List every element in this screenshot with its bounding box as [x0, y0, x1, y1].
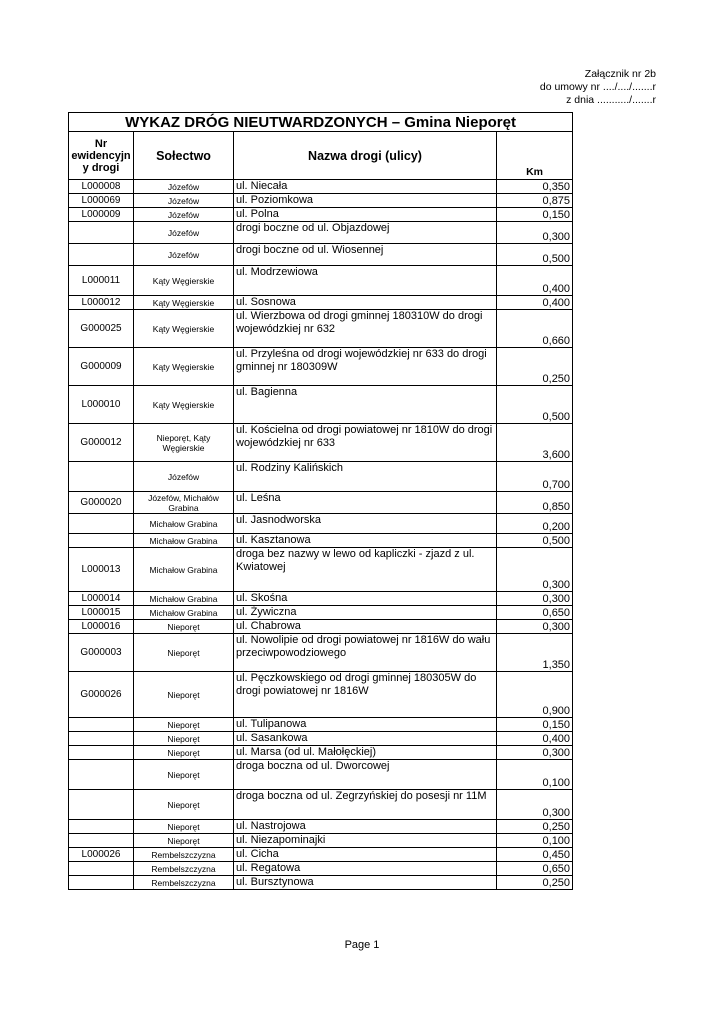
road-name-cell: ul. Kasztanowa: [234, 534, 497, 548]
road-id-cell: [69, 462, 134, 492]
road-id-cell: L000015: [69, 606, 134, 620]
road-name-cell: droga boczna od ul. Zegrzyńskiej do posesji nr 11M: [234, 790, 497, 820]
table-row: [69, 492, 573, 514]
table-row: [69, 296, 573, 310]
road-name-cell: ul. Chabrowa: [234, 620, 497, 634]
length-km-cell: 0,250: [497, 876, 573, 890]
table-row: [69, 462, 573, 492]
road-id-cell: L000026: [69, 848, 134, 862]
length-km-cell: 0,150: [497, 718, 573, 732]
header-nazwa: Nazwa drogi (ulicy): [234, 132, 497, 180]
table-row: [69, 672, 573, 718]
village-cell: Józefów: [134, 244, 234, 266]
road-name-cell: ul. Rodziny Kalińskich: [234, 462, 497, 492]
village-cell: Józefów: [134, 194, 234, 208]
annex-note: [540, 68, 656, 107]
road-id-cell: [69, 834, 134, 848]
road-id-cell: [69, 820, 134, 834]
length-km-cell: 0,500: [497, 534, 573, 548]
village-cell: Michałow Grabina: [134, 514, 234, 534]
road-id-cell: G000003: [69, 634, 134, 672]
road-id-cell: G000020: [69, 492, 134, 514]
table-row: [69, 876, 573, 890]
road-name-cell: ul. Tulipanowa: [234, 718, 497, 732]
table-row: [69, 424, 573, 462]
village-cell: Nieporęt: [134, 718, 234, 732]
length-km-cell: 0,250: [497, 348, 573, 386]
table-row: [69, 514, 573, 534]
road-name-cell: ul. Cicha: [234, 848, 497, 862]
road-id-cell: [69, 790, 134, 820]
village-cell: Michałow Grabina: [134, 606, 234, 620]
length-km-cell: 0,300: [497, 746, 573, 760]
village-cell: Nieporęt, Kąty Węgierskie: [134, 424, 234, 462]
road-id-cell: L000069: [69, 194, 134, 208]
road-name-cell: ul. Nastrojowa: [234, 820, 497, 834]
length-km-cell: 0,660: [497, 310, 573, 348]
header-km: Km: [497, 132, 573, 180]
table-row: [69, 592, 573, 606]
table-row: [69, 208, 573, 222]
road-name-cell: ul. Wierzbowa od drogi gminnej 180310W do drogi wojewódzkiej nr 632: [234, 310, 497, 348]
length-km-cell: 0,500: [497, 386, 573, 424]
road-name-cell: ul. Regatowa: [234, 862, 497, 876]
road-id-cell: L000016: [69, 620, 134, 634]
length-km-cell: 0,650: [497, 862, 573, 876]
header-nr-line-2: ewidencyjn: [71, 149, 131, 162]
road-name-cell: ul. Poziomkowa: [234, 194, 497, 208]
village-cell: Kąty Węgierskie: [134, 266, 234, 296]
road-name-cell: ul. Jasnodworska: [234, 514, 497, 534]
table-row: [69, 244, 573, 266]
village-cell: Nieporęt: [134, 760, 234, 790]
header-nr-line-1: Nr: [94, 137, 108, 150]
table-row: [69, 194, 573, 208]
table-row: [69, 266, 573, 296]
village-cell: Nieporęt: [134, 732, 234, 746]
length-km-cell: 0,875: [497, 194, 573, 208]
road-name-cell: ul. Sasankowa: [234, 732, 497, 746]
road-name-cell: ul. Sosnowa: [234, 296, 497, 310]
road-id-cell: [69, 876, 134, 890]
road-name-cell: droga boczna od ul. Dworcowej: [234, 760, 497, 790]
table-row: [69, 310, 573, 348]
table-row: [69, 348, 573, 386]
table-row: [69, 620, 573, 634]
table-row: [69, 606, 573, 620]
table-row: [69, 180, 573, 194]
header-nr-line-3: y drogi: [82, 161, 120, 174]
roads-table: [68, 112, 573, 890]
road-name-cell: drogi boczne od ul. Wiosennej: [234, 244, 497, 266]
village-cell: Nieporęt: [134, 746, 234, 760]
road-name-cell: ul. Kościelna od drogi powiatowej nr 1810W do drogi wojewódzkiej nr 633: [234, 424, 497, 462]
road-id-cell: L000014: [69, 592, 134, 606]
road-id-cell: [69, 244, 134, 266]
road-name-cell: ul. Przyleśna od drogi wojewódzkiej nr 633 do drogi gminnej nr 180309W: [234, 348, 497, 386]
road-name-cell: ul. Skośna: [234, 592, 497, 606]
road-name-cell: ul. Leśna: [234, 492, 497, 514]
village-cell: Michałow Grabina: [134, 548, 234, 592]
village-cell: Józefów: [134, 222, 234, 244]
length-km-cell: 3,600: [497, 424, 573, 462]
village-cell: Józefów: [134, 180, 234, 194]
table-row: [69, 834, 573, 848]
road-id-cell: G000025: [69, 310, 134, 348]
table-row: [69, 760, 573, 790]
road-id-cell: [69, 514, 134, 534]
village-cell: Józefów: [134, 462, 234, 492]
length-km-cell: 0,400: [497, 732, 573, 746]
length-km-cell: 0,150: [497, 208, 573, 222]
road-name-cell: droga bez nazwy w lewo od kapliczki - zjazd z ul. Kwiatowej: [234, 548, 497, 592]
village-cell: Nieporęt: [134, 820, 234, 834]
road-id-cell: G000012: [69, 424, 134, 462]
road-id-cell: [69, 760, 134, 790]
table-title: WYKAZ DRÓG NIEUTWARDZONYCH – Gmina Nieporęt: [69, 113, 573, 132]
village-cell: Józefów, Michałów Grabina: [134, 492, 234, 514]
length-km-cell: 0,300: [497, 222, 573, 244]
length-km-cell: 0,700: [497, 462, 573, 492]
road-id-cell: L000008: [69, 180, 134, 194]
table-row: [69, 634, 573, 672]
village-cell: Nieporęt: [134, 634, 234, 672]
title-row: [69, 113, 573, 132]
road-name-cell: ul. Żywiczna: [234, 606, 497, 620]
road-id-cell: L000012: [69, 296, 134, 310]
village-cell: Józefów: [134, 208, 234, 222]
road-id-cell: L000011: [69, 266, 134, 296]
header-solectwo: Sołectwo: [134, 132, 234, 180]
road-id-cell: [69, 222, 134, 244]
road-id-cell: [69, 534, 134, 548]
road-name-cell: ul. Niezapominajki: [234, 834, 497, 848]
length-km-cell: 0,400: [497, 266, 573, 296]
table-row: [69, 534, 573, 548]
village-cell: Kąty Węgierskie: [134, 296, 234, 310]
road-id-cell: G000009: [69, 348, 134, 386]
table-row: [69, 862, 573, 876]
village-cell: Michałow Grabina: [134, 534, 234, 548]
village-cell: Nieporęt: [134, 834, 234, 848]
road-name-cell: drogi boczne od ul. Objazdowej: [234, 222, 497, 244]
road-id-cell: [69, 718, 134, 732]
village-cell: Michałow Grabina: [134, 592, 234, 606]
village-cell: Kąty Węgierskie: [134, 386, 234, 424]
road-id-cell: L000010: [69, 386, 134, 424]
length-km-cell: 0,300: [497, 592, 573, 606]
length-km-cell: 0,500: [497, 244, 573, 266]
length-km-cell: 0,900: [497, 672, 573, 718]
table-row: [69, 222, 573, 244]
road-name-cell: ul. Polna: [234, 208, 497, 222]
page-footer: Page 1: [344, 939, 380, 951]
village-cell: Kąty Węgierskie: [134, 348, 234, 386]
road-name-cell: ul. Pęczkowskiego od drogi gminnej 180305W do drogi powiatowej nr 1816W: [234, 672, 497, 718]
length-km-cell: 0,300: [497, 790, 573, 820]
header-row: [69, 132, 573, 180]
road-name-cell: ul. Modrzewiowa: [234, 266, 497, 296]
road-name-cell: ul. Bagienna: [234, 386, 497, 424]
road-id-cell: [69, 746, 134, 760]
annex-line-2: do umowy nr ..../..../.......r: [539, 81, 656, 93]
annex-line-3: z dnia .........../.......r: [566, 94, 656, 106]
village-cell: Rembelszczyzna: [134, 876, 234, 890]
road-id-cell: G000026: [69, 672, 134, 718]
table-row: [69, 790, 573, 820]
road-id-cell: [69, 862, 134, 876]
length-km-cell: 0,300: [497, 620, 573, 634]
village-cell: Nieporęt: [134, 790, 234, 820]
village-cell: Nieporęt: [134, 672, 234, 718]
village-cell: Rembelszczyzna: [134, 862, 234, 876]
length-km-cell: 0,200: [497, 514, 573, 534]
length-km-cell: 0,400: [497, 296, 573, 310]
length-km-cell: 0,850: [497, 492, 573, 514]
road-id-cell: L000009: [69, 208, 134, 222]
length-km-cell: 1,350: [497, 634, 573, 672]
village-cell: Nieporęt: [134, 620, 234, 634]
table-row: [69, 848, 573, 862]
road-id-cell: [69, 732, 134, 746]
header-nr: [69, 132, 134, 180]
road-name-cell: ul. Bursztynowa: [234, 876, 497, 890]
length-km-cell: 0,650: [497, 606, 573, 620]
table-row: [69, 732, 573, 746]
annex-line-1: Załącznik nr 2b: [584, 68, 656, 80]
village-cell: Rembelszczyzna: [134, 848, 234, 862]
length-km-cell: 0,450: [497, 848, 573, 862]
road-name-cell: ul. Marsa (od ul. Małołęckiej): [234, 746, 497, 760]
table-row: [69, 820, 573, 834]
road-name-cell: ul. Niecała: [234, 180, 497, 194]
length-km-cell: 0,350: [497, 180, 573, 194]
road-id-cell: L000013: [69, 548, 134, 592]
table-row: [69, 386, 573, 424]
village-cell: Kąty Węgierskie: [134, 310, 234, 348]
table-row: [69, 746, 573, 760]
table-row: [69, 548, 573, 592]
length-km-cell: 0,300: [497, 548, 573, 592]
table-row: [69, 718, 573, 732]
road-name-cell: ul. Nowolipie od drogi powiatowej nr 1816W do wału przeciwpowodziowego: [234, 634, 497, 672]
length-km-cell: 0,100: [497, 760, 573, 790]
length-km-cell: 0,100: [497, 834, 573, 848]
length-km-cell: 0,250: [497, 820, 573, 834]
